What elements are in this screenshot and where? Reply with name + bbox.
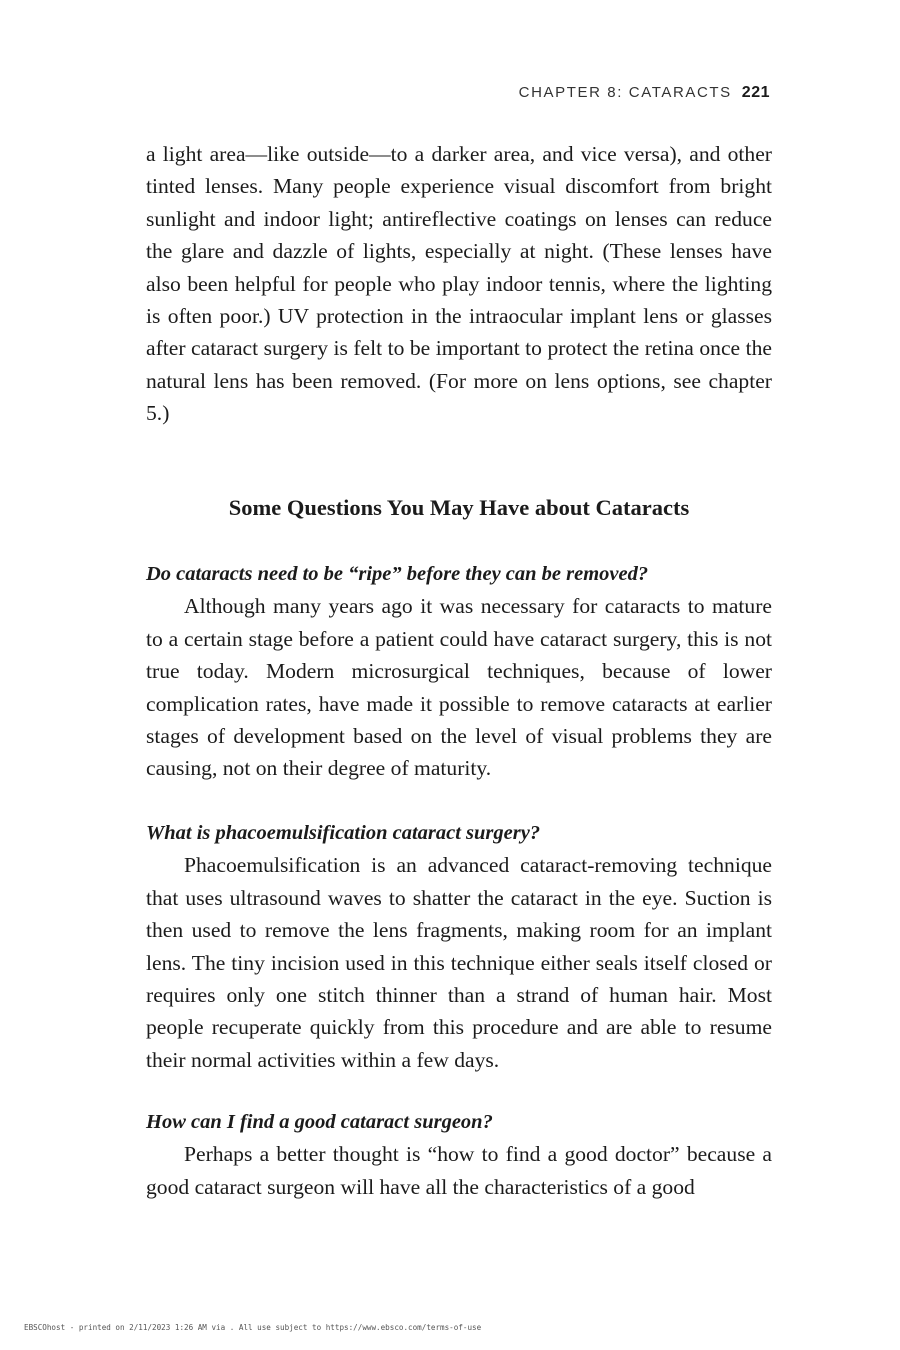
question-block-surgeon [146,1106,772,1203]
answer-paragraph: Phacoemulsification is an advanced cataract-removing technique that uses ultrasound waves to shatter the cataract in the eye. Suction is then used to remove the lens fragments, making room for an implant lens. The tiny incision used in this technique either seals itself closed or requires only one stitch thinner than a strand of human hair. Most people recuperate quickly from this procedure and are able to resume their normal activities within a few days. [146,853,772,1072]
answer-paragraph: Although many years ago it was necessary for cataracts to mature to a certain stage before a patient could have cataract surgery, this is not true today. Modern microsurgical techniques, because of lower complication rates, have made it possible to remove cataracts at earlier stages of development based on the level of visual problems they are causing, not on their degree of maturity. [146,594,772,781]
section-heading: Some Questions You May Have about Cataracts [228,495,690,520]
question-heading: Do cataracts need to be “ripe” before they can be removed? [146,563,649,585]
question-block-ripe [146,558,772,785]
intro-section [146,138,772,430]
page-number: 221 [741,84,770,101]
ebsco-footer: EBSCOhost - printed on 2/11/2023 1:26 AM via . All use subject to https://www.ebsco.com/terms-of-use [24,1323,482,1332]
question-heading: What is phacoemulsification cataract surgery? [146,822,541,844]
intro-paragraph: a light area—like outside—to a darker area, and vice versa), and other tinted lenses. Many people experience visual discomfort from bright sunlight and indoor light; antireflective coatings on lenses can reduce the glare and dazzle of lights, especially at night. (These lenses have also been helpful for people who play indoor tennis, where the lighting is often poor.) UV protection in the intraocular implant lens or glasses after cataract surgery is felt to be important to protect the retina once the natural lens has been removed. (For more on lens options, see chapter 5.) [146,142,772,426]
running-head [519,84,770,102]
chapter-title: CHAPTER 8: CATARACTS [518,84,732,101]
question-heading: How can I find a good cataract surgeon? [146,1111,493,1133]
question-block-phaco [146,817,772,1076]
answer-paragraph: Perhaps a better thought is “how to find a good doctor” because a good cataract surgeon will have all the characteristics of a good [146,1142,772,1199]
